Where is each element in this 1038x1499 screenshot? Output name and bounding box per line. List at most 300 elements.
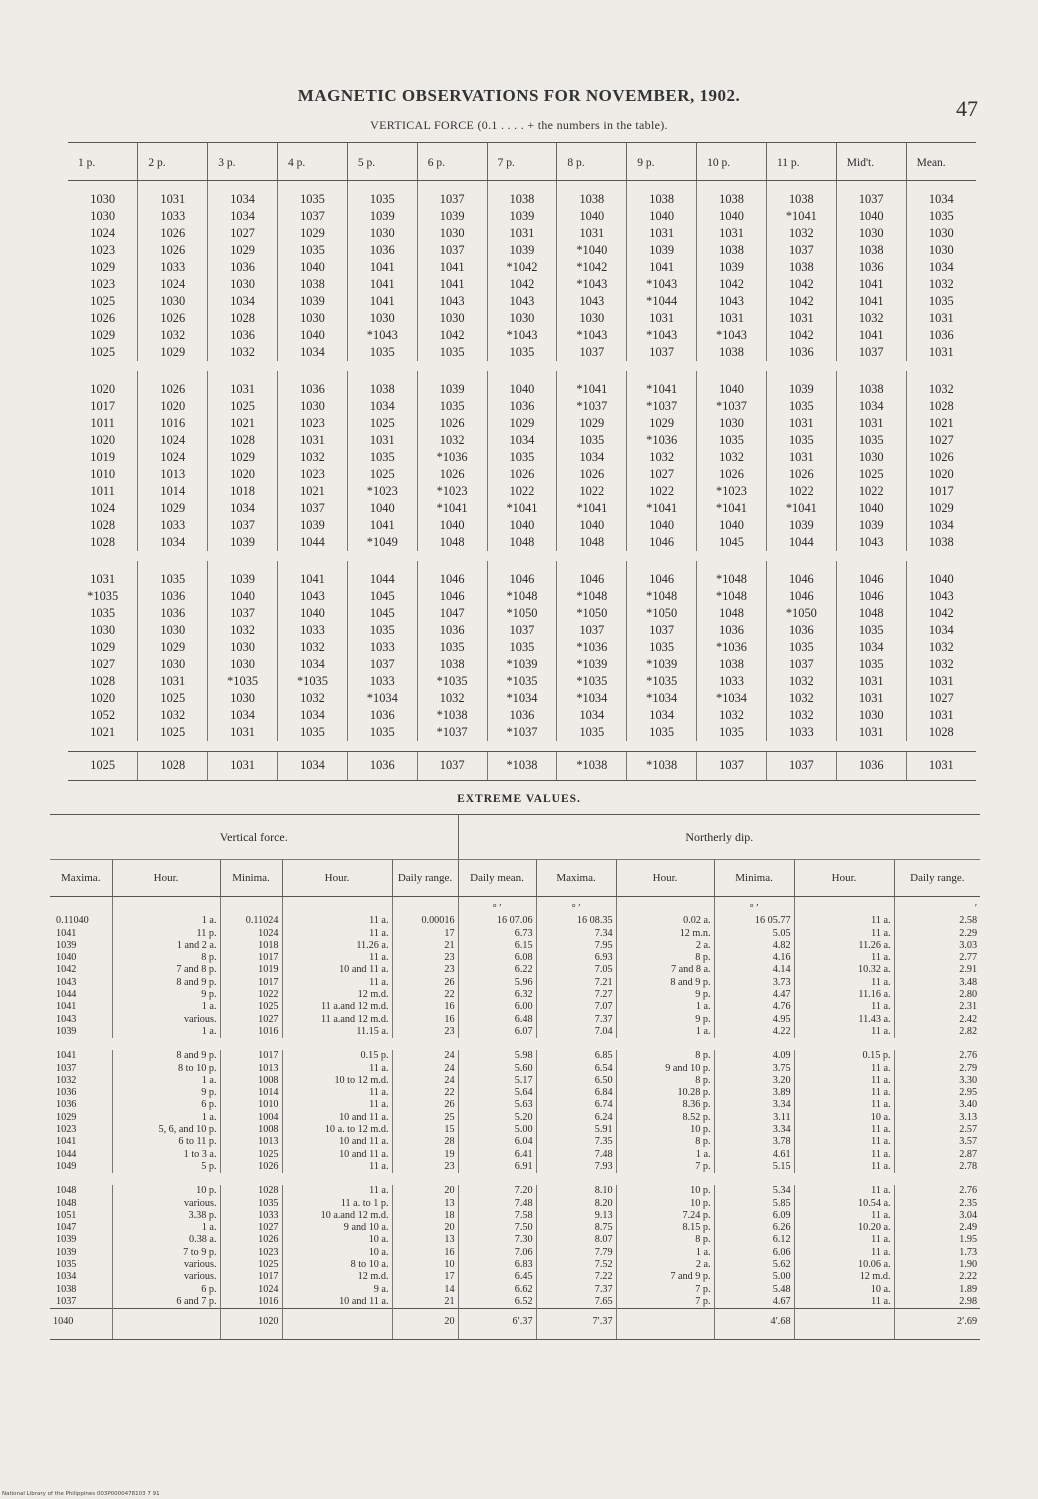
table-cell: 1034 [208,181,278,209]
hourly-table-body [68,181,976,781]
table-cell: 1027 [208,225,278,242]
table-cell: 1035 [487,344,557,361]
table-cell: 1018 [220,940,282,952]
table-cell: 2.80 [894,989,980,1001]
table-cell: 3.89 [714,1087,794,1099]
table-cell: 1028 [208,432,278,449]
table-cell: 6.91 [458,1161,536,1173]
table-cell: 1031 [138,673,208,690]
table-cell: 12 m.d. [794,1271,894,1283]
table-cell: 1027 [220,1222,282,1234]
table-cell: 23 [392,1161,458,1173]
table-cell: 1034 [138,534,208,551]
table-cell: 4.76 [714,1001,794,1013]
table-cell: 1 a. [616,1149,714,1161]
table-cell: 10 to 12 m.d. [282,1075,392,1087]
unit-cell [50,897,112,916]
table-cell: 5.96 [458,977,536,989]
extreme-group-header-row [50,815,980,860]
table-cell: 1032 [417,690,487,707]
table-cell: 1034 [836,398,906,415]
table-cell: 7.95 [536,940,616,952]
table-cell: 7.48 [458,1198,536,1210]
table-cell: 16 07.06 [458,915,536,927]
table-cell: 1040 [627,517,697,534]
table-cell: 7 and 8 a. [616,964,714,976]
column-header: Daily range. [392,860,458,897]
table-cell: 1048 [417,534,487,551]
table-cell: 1038 [906,534,976,551]
table-row [50,915,980,927]
table-row [50,952,980,964]
table-cell: 1040 [627,208,697,225]
table-cell: 1039 [208,561,278,588]
table-cell: 11 a. [282,1161,392,1173]
table-cell: 1045 [347,605,417,622]
table-cell: 10 a.and 12 m.d. [282,1210,392,1222]
table-cell: 1033 [697,673,767,690]
table-cell: 1029 [90,260,116,274]
page-title: MAGNETIC OBSERVATIONS FOR NOVEMBER, 1902. [297,86,741,105]
table-cell: 6.06 [714,1247,794,1259]
table-cell: 1048 [557,534,627,551]
table-cell: 1030 [347,310,417,327]
table-cell: 6 to 11 p. [112,1136,220,1148]
table-cell: 1022 [557,483,627,500]
unit-cell: ′ [894,897,980,916]
table-cell: 0.15 p. [794,1050,894,1062]
table-cell: 1039 [56,1234,77,1246]
table-cell: 1026 [138,371,208,398]
table-cell: 7.22 [536,1271,616,1283]
table-cell: 1031 [627,310,697,327]
table-cell: 1037 [627,622,697,639]
table-cell: 11 a. [794,1087,894,1099]
table-cell: 6.12 [714,1234,794,1246]
table-cell: 5.64 [458,1087,536,1099]
table-cell: *1036 [417,449,487,466]
table-cell: 6 p. [112,1099,220,1111]
table-cell: 11.26 a. [282,940,392,952]
table-cell: 10 and 11 a. [282,1112,392,1124]
table-cell: 1026 [417,466,487,483]
table-row [68,724,976,741]
table-cell: 1038 [697,181,767,209]
spacer-cell [68,741,976,752]
spacer-cell [50,1173,980,1185]
table-cell: 1 a. [112,1112,220,1124]
column-header: Daily range. [894,860,980,897]
table-cell: 1034 [278,656,348,673]
table-cell: 1031 [487,225,557,242]
table-cell: 13 [392,1198,458,1210]
table-cell: 1010 [90,467,116,481]
table-cell: 1030 [90,623,116,637]
table-cell: 1030 [906,225,976,242]
block-spacer [50,1038,980,1050]
table-cell: *1035 [87,589,119,603]
table-cell: *1041 [557,371,627,398]
table-cell: 8.07 [536,1234,616,1246]
table-cell: *1035 [487,673,557,690]
table-cell: 1028 [208,310,278,327]
table-cell: 1032 [766,707,836,724]
table-row [50,1124,980,1136]
table-cell: 1034 [627,707,697,724]
table-cell: 1022 [766,483,836,500]
table-cell: 4.82 [714,940,794,952]
table-row [50,1259,980,1271]
table-cell: 6.73 [458,928,536,940]
table-cell: 1046 [766,588,836,605]
unit-cell: ° ′ [458,897,536,916]
table-row [50,1296,980,1309]
table-cell: 3.04 [894,1210,980,1222]
table-cell: 3.38 p. [112,1210,220,1222]
table-row [50,928,980,940]
table-cell: 1034 [208,707,278,724]
table-cell: 7 and 9 p. [616,1271,714,1283]
table-cell: 1026 [220,1161,282,1173]
mean-cell: 6′.37 [458,1309,536,1339]
table-cell: 2.42 [894,1014,980,1026]
table-cell: 1034 [557,449,627,466]
table-cell: 28 [392,1136,458,1148]
table-cell: 10 p. [616,1124,714,1136]
table-cell: 6.48 [458,1014,536,1026]
table-cell: 1032 [766,673,836,690]
table-cell: 1042 [766,293,836,310]
table-cell: 15 [392,1124,458,1136]
table-cell: 1032 [56,1074,77,1086]
table-cell: 1014 [138,483,208,500]
table-cell: 8 p. [616,1136,714,1148]
mean-cell: 1020 [220,1309,282,1339]
table-cell: *1037 [627,398,697,415]
table-cell: 17 [392,928,458,940]
table-cell: *1049 [347,534,417,551]
table-row [50,1222,980,1234]
table-cell: 11 a. [794,928,894,940]
table-cell: 1027 [906,432,976,449]
table-cell: 1039 [56,1246,77,1258]
table-cell: 1036 [487,398,557,415]
table-cell: 1051 [56,1209,77,1221]
table-cell: 1023 [278,466,348,483]
table-cell: 1042 [766,276,836,293]
table-cell: 1037 [557,344,627,361]
table-cell: 4.61 [714,1149,794,1161]
table-cell: *1036 [627,432,697,449]
table-cell: 1041 [627,259,697,276]
table-cell: 1028 [906,398,976,415]
table-cell: *1035 [627,673,697,690]
table-cell: 1043 [417,293,487,310]
table-cell: 1052 [90,708,116,722]
table-cell: 0.00016 [392,915,458,927]
table-cell: 4.22 [714,1026,794,1038]
table-cell: 5.98 [458,1050,536,1062]
table-cell: 1028 [220,1185,282,1197]
table-cell: 2.76 [894,1185,980,1197]
table-cell: 1039 [278,293,348,310]
table-cell: 1041 [347,276,417,293]
table-cell: 1043 [906,588,976,605]
table-cell: *1043 [487,327,557,344]
table-cell: *1041 [487,500,557,517]
table-cell: 0.02 a. [616,915,714,927]
table-cell: 10 and 11 a. [282,1149,392,1161]
table-cell: 6.24 [536,1112,616,1124]
table-row [50,1185,980,1197]
table-cell: 3.78 [714,1136,794,1148]
spacer-cell [68,361,976,371]
table-cell: 7.50 [458,1222,536,1234]
table-cell: 1031 [906,673,976,690]
table-cell: 2.57 [894,1124,980,1136]
table-cell: 0.11040 [56,915,89,927]
table-cell: 1042 [56,964,77,976]
table-cell: 2.79 [894,1063,980,1075]
table-cell: 1041 [417,259,487,276]
table-cell: 8 p. [616,1234,714,1246]
table-cell: 10 a. [282,1247,392,1259]
table-row [50,977,980,989]
table-cell: 8.36 p. [616,1099,714,1111]
table-cell: 1036 [347,707,417,724]
table-cell: 1026 [138,242,208,259]
page-number: 47 [956,96,978,121]
table-cell: 1036 [138,588,208,605]
table-cell: 10 p. [616,1198,714,1210]
table-cell: *1023 [417,483,487,500]
table-cell: 1032 [138,327,208,344]
table-cell: 8 p. [616,1050,714,1062]
table-cell: 1030 [697,415,767,432]
table-row [68,707,976,724]
table-cell: 1034 [906,517,976,534]
table-cell: 6.08 [458,952,536,964]
table-cell: 1030 [836,225,906,242]
table-cell: 5.60 [458,1063,536,1075]
table-cell: 1036 [417,622,487,639]
table-cell: 7.34 [536,928,616,940]
table-cell: 1037 [208,605,278,622]
table-cell: 4.47 [714,989,794,1001]
table-cell: 1025 [220,1259,282,1271]
table-cell: 7 to 9 p. [112,1247,220,1259]
table-cell: 1029 [208,242,278,259]
table-cell: 6.22 [458,964,536,976]
table-cell: 1029 [627,415,697,432]
mean-row [50,1309,980,1339]
table-cell: 1030 [347,225,417,242]
table-cell: 1010 [220,1099,282,1111]
table-cell: 5.00 [458,1124,536,1136]
table-cell: *1039 [487,656,557,673]
table-row [68,310,976,327]
table-cell: *1037 [557,398,627,415]
table-cell: 1035 [906,208,976,225]
table-cell: 24 [392,1063,458,1075]
table-cell: 1032 [906,276,976,293]
table-cell: 11 a. [794,1136,894,1148]
table-cell: 1035 [347,344,417,361]
table-cell: 1038 [347,371,417,398]
table-cell: 1040 [697,371,767,398]
table-cell: 6.62 [458,1284,536,1296]
table-cell: 1036 [487,707,557,724]
table-cell: *1034 [557,690,627,707]
table-cell: 1037 [557,622,627,639]
table-cell: 11 a. [794,952,894,964]
table-row [50,989,980,1001]
table-cell: 1038 [278,276,348,293]
table-cell: 1039 [417,208,487,225]
table-cell: 2.76 [894,1050,980,1062]
table-cell: 1038 [766,181,836,209]
table-cell: 1029 [557,415,627,432]
table-cell: 1039 [56,1025,77,1037]
table-cell: 7.20 [458,1185,536,1197]
table-cell: 7.37 [536,1014,616,1026]
table-cell: 7.27 [536,989,616,1001]
column-header: Hour. [282,860,392,897]
block-spacer [68,741,976,752]
table-cell: *1043 [557,276,627,293]
table-row [50,1136,980,1148]
table-cell: 1021 [208,415,278,432]
table-cell: 11.26 a. [794,940,894,952]
table-cell: 1041 [836,293,906,310]
table-cell: *1036 [557,639,627,656]
table-cell: 24 [392,1050,458,1062]
table-cell: 10 p. [616,1185,714,1197]
table-cell: 1029 [278,225,348,242]
table-cell: 4.95 [714,1014,794,1026]
table-cell: 7.65 [536,1296,616,1309]
table-cell: 2.95 [894,1087,980,1099]
table-cell: 6.93 [536,952,616,964]
table-cell: 6 p. [112,1284,220,1296]
table-cell: 1035 [278,724,348,741]
mean-cell: 1040 [50,1309,112,1339]
table-cell: 1037 [487,622,557,639]
table-cell: 7.30 [458,1234,536,1246]
table-cell: 10.28 p. [616,1087,714,1099]
table-row [68,673,976,690]
table-cell: 1031 [208,371,278,398]
table-cell: 10 and 11 a. [282,1296,392,1309]
block-spacer [68,551,976,561]
mean-row [68,752,976,781]
table-cell: 1027 [906,690,976,707]
table-cell: 1 a. [616,1247,714,1259]
table-cell: *1048 [627,588,697,605]
table-cell: 1024 [220,928,282,940]
table-cell: 1 a. [112,1222,220,1234]
table-cell: 23 [392,964,458,976]
units-row [50,897,980,916]
table-cell: 11 a. [794,1001,894,1013]
table-cell: 1048 [487,534,557,551]
table-cell: 1026 [766,466,836,483]
hourly-table-header-row [68,143,976,181]
table-cell: 1024 [138,276,208,293]
table-cell: 1036 [208,327,278,344]
table-cell: 1040 [836,208,906,225]
table-cell: 11 p. [112,928,220,940]
table-cell: 1018 [208,483,278,500]
table-cell: 7.37 [536,1284,616,1296]
table-cell: 1032 [906,371,976,398]
table-cell: 1 and 2 a. [112,940,220,952]
table-cell: 1046 [836,561,906,588]
table-cell: 1 a. [112,1026,220,1038]
table-cell: 1042 [766,327,836,344]
table-row [50,940,980,952]
table-cell: 1026 [417,415,487,432]
table-cell: 2.91 [894,964,980,976]
table-cell: 1024 [138,449,208,466]
table-cell: 11 a. [282,1185,392,1197]
table-cell: 1046 [417,588,487,605]
table-cell: 11 a. to 1 p. [282,1198,392,1210]
table-cell: 20 [392,1222,458,1234]
table-cell: 7.04 [536,1026,616,1038]
column-header: 2 p. [138,143,208,181]
table-cell: 1046 [487,561,557,588]
table-cell: 9.13 [536,1210,616,1222]
table-cell: 1040 [417,517,487,534]
table-cell: 1035 [697,724,767,741]
table-cell: 1022 [487,483,557,500]
table-cell: 1048 [56,1197,77,1209]
table-cell: 6.07 [458,1026,536,1038]
table-cell: 1017 [220,952,282,964]
table-row [50,1234,980,1246]
mean-cell: 4′.68 [714,1309,794,1339]
column-header: Maxima. [50,860,112,897]
table-cell: 10 a. [794,1284,894,1296]
table-cell: 2.22 [894,1271,980,1283]
table-cell: 1034 [56,1271,77,1283]
table-cell: 21 [392,940,458,952]
table-cell: *1041 [557,500,627,517]
table-cell: 1030 [417,310,487,327]
table-cell: 2 a. [616,940,714,952]
table-cell: *1038 [417,707,487,724]
column-header: 8 p. [557,143,627,181]
table-cell: 1020 [90,691,116,705]
table-subtitle: VERTICAL FORCE (0.1 . . . . + the numbers in the table). [370,118,668,132]
table-cell: 20 [392,1185,458,1197]
table-cell: 11 a. [794,1210,894,1222]
table-cell: 8 and 9 p. [112,1050,220,1062]
table-cell: 1032 [417,432,487,449]
unit-cell [392,897,458,916]
table-cell: 1037 [417,242,487,259]
column-header: 5 p. [347,143,417,181]
table-cell: 1029 [138,344,208,361]
table-cell: *1043 [627,327,697,344]
table-cell: 1040 [697,517,767,534]
table-cell: 1041 [56,927,77,939]
table-cell: 1024 [90,501,116,515]
table-cell: 1044 [56,989,77,1001]
table-row [68,656,976,673]
table-cell: 1034 [347,398,417,415]
